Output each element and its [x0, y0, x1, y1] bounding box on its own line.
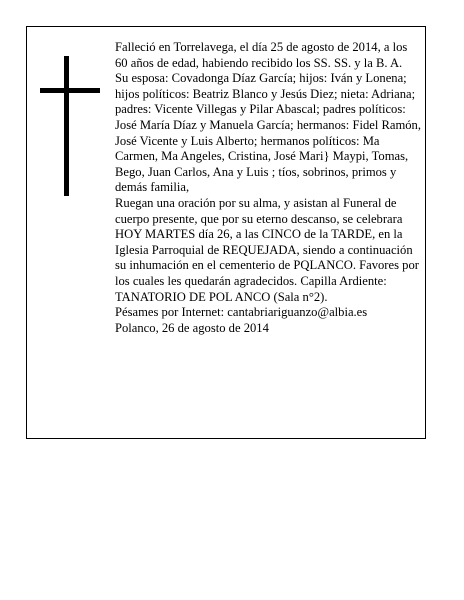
cross-icon [40, 56, 100, 196]
cross-vertical-bar [64, 56, 69, 196]
family-list: Su esposa: Covadonga Díaz García; hijos: Iván y Lonena; hijos políticos: Beatriz Blanco y Jesús Diez; nieta: Adriana; padres: Vicente Villegas y Pilar Abascal; padres políticos: José María Díaz y Manuela García; hermanos: Fidel Ramón, José Vicente y Luis Alberto; hermanos políticos: Ma Carmen, Ma Angeles, Cristina, José Mari} Maypi, Tomas, Bego, Juan Carlos, Ana y Luis ; tíos, sobrinos, primos y demás familia, [115, 71, 422, 195]
notice-text [115, 40, 421, 336]
death-announcement: Falleció en Torrelavega, el día 25 de agosto de 2014, a los 60 años de edad, habiendo recibido los SS. SS. y la B. A. [115, 40, 408, 70]
cross-horizontal-bar [40, 88, 100, 93]
funeral-details: Ruegan una oración por su alma, y asistan al Funeral de cuerpo presente, que por su eterno descanso, se celebrara HOY MARTES día 26, a las CINCO de la TARDE, en la Iglesia Parroquial de REQUEJADA, siendo a continuación su inhumación en el cementerio de PQLANCO. Favores por los cuales les quedarán agradecidos. Capilla Ardiente: TANATORIO DE POL ANCO (Sala n°2). [115, 195, 419, 304]
place-and-date: Polanco, 26 de agosto de 2014 [115, 320, 269, 335]
condolences-contact: Pésames por Internet: cantabriariguanzo@albia.es [115, 305, 368, 320]
